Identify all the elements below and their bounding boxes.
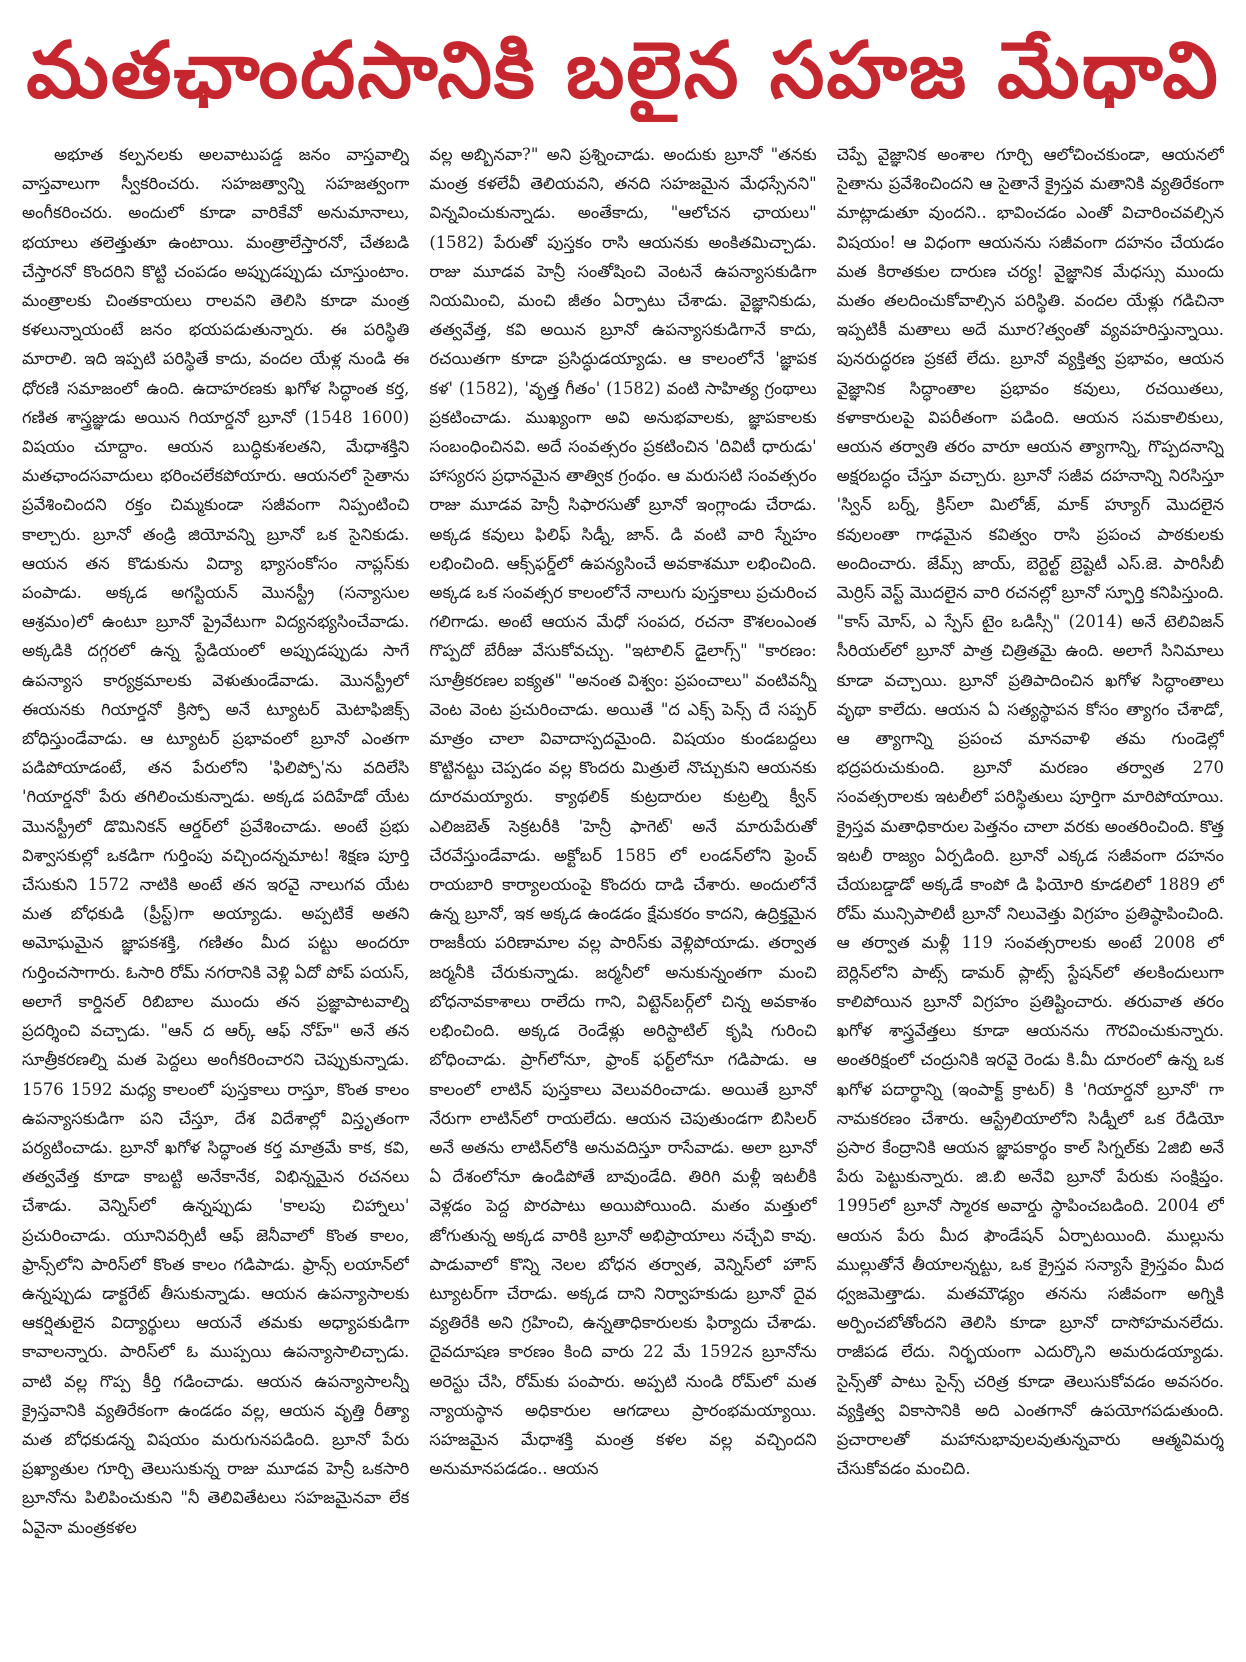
column-3-text: చెప్పే వైజ్ఞానిక అంశాల గూర్చి ఆలోచించకుండా, ఆయనలో సైతాను ప్రవేశించిందని ఆ సైతానే క్రైస్తవ మతానికి వ్యతిరేకంగా మాట్లాడుతూ వుందని.. భావించడం ఎంతో విచారించవల్సిన విషయం! ఆ విధంగా ఆయనను సజీవంగా దహనం చేయడం మత కిరాతకుల దారుణ చర్య! వైజ్ఞానిక మేధస్సు ముందు మతం తలదించుకోవాల్సిన పరిస్థితి. వందల యేళ్లు గడిచినా ఇప్పటికీ మతాలు అదే మూర?త్వంతో వ్యవహరిస్తున్నాయి. పునరుద్ధరణ ప్రకటే లేదు. బ్రూనో వ్యక్తిత్వ ప్రభావం, ఆయన వైజ్ఞానిక సిద్ధాంతాల ప్రభావం కవులు, రచయితలు, కళాకారులపై విపరీతంగా పడింది. ఆయన సమకాలికులు, ఆయన తర్వాతి తరం వారూ ఆయన త్యాగాన్ని, గొప్పదనాన్ని అక్షరబద్ధం చేస్తూ వచ్చారు. బ్రూనో సజీవ దహనాన్ని నిరసిస్తూ 'స్విన్ బర్న్, క్రిస్‌లా మిలోజ్, మాక్ హ్యూగ్ మొదలైన కవులంతా గాఢమైన కవిత్వం రాసి ప్రపంచ పాఠకులకు అందించారు. జేమ్స్ జాయ్, బెర్టెల్ట్ బ్రెష్టెటీ ఎస్.జె. పారిసీబీ మెర్రిస్ వెస్ట్ మొదలైన వారి రచనల్లో బ్రూనో స్ఫూర్తి కనిపిస్తుంది. "కాస్ మోస్, ఎ స్పేస్ టైం ఒడిస్సీ" (2014) అనే టెలివిజన్ సీరియల్‌లో బ్రూనో పాత్ర చిత్రితమై ఉంది. అలాగే సినిమాలు కూడా వచ్చాయి. బ్రూనో ప్రతిపాదించిన ఖగోళ సిద్ధాంతాలు వృథా కాలేదు. ఆయన ఏ సత్యస్థాపన కోసం త్యాగం చేశాడో, ఆ త్యాగాన్ని ప్రపంచ మానవాళి తమ గుండెల్లో భద్రపరుచుకుంది. బ్రూనో మరణం తర్వాత 270 సంవత్సరాలకు ఇటలీలో పరిస్థితులు పూర్తిగా మారిపోయాయి. క్రైస్తవ మతాధికారుల పెత్తనం చాలా వరకు అంతరించింది. కొత్త ఇటలీ రాజ్యం ఏర్పడింది. బ్రూనో ఎక్కడ సజీవంగా దహనం చేయబడ్డాడో అక్కడే కాంపో డి ఫియోరి కూడలిలో 1889 లో రోమ్ మున్సిపాలిటీ బ్రూనో నిలువెత్తు విగ్రహం ప్రతిష్ఠాపించింది. ఆ తర్వాత మళ్లీ 119 సంవత్సరాలకు అంటే 2008 లో బెర్లిన్‌లోని పాట్స్ డామర్ ప్లాట్స్ స్టేషన్‌లో తలకిందులుగా కాలిపోయిన బ్రూనో విగ్రహం ప్రతిష్టించారు. తరువాత తరం ఖగోళ శాస్త్రవేత్తలు కూడా ఆయనను గౌరవించుకున్నారు. అంతరిక్షంలో చంద్రునికి ఇరవై రెండు కి.మీ దూరంలో ఉన్న ఒక ఖగోళ పదార్థాన్ని (ఇంపాక్ట్ క్రాటర్) కి 'గియార్డనో బ్రూనో' గా నామకరణం చేశారు. ఆస్ట్రేలియాలోని సిడ్నీలో ఒక రేడియో ప్రసార కేంద్రానికి ఆయన జ్ఞాపకార్థం కాల్ సిగ్నల్‌కు 2జిబి అనే పేరు పెట్టుకున్నారు. జి.బి అనేవి బ్రూనో పేరుకు సంక్షిప్తం. 1995లో బ్రూనో స్మారక అవార్డు స్థాపించబడింది. 2004 లో ఆయన పేరు మీద ఫౌండేషన్ ఏర్పాటయింది. ముల్లును ముల్లుతోనే తీయాలన్నట్టు, ఒక క్రైస్తవ సన్యాసే క్రైస్తవం మీద ధ్వజమెత్తాడు. మతమౌఢ్యం తనను సజీవంగా అగ్నికి అర్పించబోతోందని తెలిసి కూడా బ్రూనో దాసోహమనలేదు. రాజీపడ లేదు. నిర్భయంగా ఎదుర్కొని అమరుడయ్యాడు. సైన్స్‌తో పాటు సైన్స్ చరిత్ర కూడా తెలుసుకోవడం అవసరం. వ్యక్తిత్వ వికాసానికి అది ఎంతగానో ఉపయోగపడుతుంది. ప్రచారాలతో మహానుభావులవుతున్నవారు ఆత్మవిమర్శ చేసుకోవడం మంచిది.: [836, 145, 1224, 1479]
column-1-text: అభూత కల్పనలకు అలవాటుపడ్డ జనం వాస్తవాల్ని వాస్తవాలుగా స్వీకరించరు. సహజత్వాన్ని సహజత్వంగా అంగీకరించరు. అందులో కూడా వారికేవో అనుమానాలు, భయాలు తలెత్తుతూ ఉంటాయి. మంత్రాలేస్తారనో, చేతబడి చేస్తారనో కొందరిని కొట్టి చంపడం అప్పుడప్పుడు చూస్తుంటాం. మంత్రాలకు చింతకాయలు రాలవని తెలిసి కూడా మంత్ర కళలున్నాయంటే జనం భయపడుతున్నారు. ఈ పరిస్థితి మారాలి. ఇది ఇప్పటి పరిస్థితే కాదు, వందల యేళ్ల నుండి ఈ ధోరణి సమాజంలో ఉంది. ఉదాహరణకు ఖగోళ సిద్ధాంత కర్త, గణిత శాస్త్రజ్ఞుడు అయిన గియార్డనో బ్రూనో (1548 1600) విషయం చూద్దాం. ఆయన బుద్ధికుశలతని, మేధాశక్తిని మతఛాందసవాదులు భరించలేకపోయారు. ఆయనలో సైతాను ప్రవేశించిందని రక్తం చిమ్మకుండా సజీవంగా నిప్పంటించి కాల్చారు. బ్రూనో తండ్రి జియోవన్ని బ్రూనో ఒక సైనికుడు. ఆయన తన కొడుకును విద్యా భ్యాసంకోసం నాప్లస్‌కు పంపాడు. అక్కడ అగస్టియన్ మొనస్ట్రీ (సన్యాసుల ఆశ్రమం)లో ఉంటూ బ్రూనో ప్రైవేటుగా విద్యనభ్యసించేవాడు. అక్కడికి దగ్గరలో ఉన్న స్టేడియంలో అప్పుడప్పుడు సాగే ఉపన్యాస కార్యక్రమాలకు వెళుతుండేవాడు. మొనస్ట్రీలో ఈయనకు గియార్డనో క్రిస్పో అనే ట్యూటర్ మెటాఫిజిక్స్ బోధిస్తుండేవాడు. ఆ ట్యూటర్ ప్రభావంలో బ్రూనో ఎంతగా పడిపోయాడంటే, తన పేరులోని 'ఫిలిప్పో'ను వదిలేసి 'గియార్డనో' పేరు తగిలించుకున్నాడు. అక్కడ పదిహేడో యేట మొనస్ట్రీలో డొమినికన్ ఆర్డర్‌లో ప్రవేశించాడు. అంటే ప్రభు విశ్వాసకుల్లో ఒకడిగా గుర్తింపు వచ్చిందన్నమాట! శిక్షణ పూర్తి చేసుకుని 1572 నాటికి అంటే తన ఇరవై నాలుగవ యేట మత బోధకుడి (ప్రీస్ట్)గా అయ్యాడు. అప్పటికే అతని అమోఘమైన జ్ఞాపకశక్తి, గణితం మీద పట్టు అందరూ గుర్తించసాగారు. ఓసారి రోమ్ నగరానికి వెళ్లి ఏదో పోప్ పయస్, అలాగే కార్డినల్ రిబిబాల ముందు తన ప్రజ్ఞాపాటవాల్ని ప్రదర్శించి వచ్చాడు. "ఆన్ ద ఆర్క్ ఆఫ్ నోహ్" అనే తన సూత్రీకరణల్ని మత పెద్దలు అంగీకరించారని చెప్పుకున్నాడు. 1576 1592 మధ్య కాలంలో పుస్తకాలు రాస్తూ, కొంత కాలం ఉపన్యాసకుడిగా పని చేస్తూ, దేశ విదేశాల్లో విస్తృతంగా పర్యటించాడు. బ్రూనో ఖగోళ సిద్ధాంత కర్త మాత్రమే కాక, కవి, తత్వవేత్త కూడా కాబట్టి అనేకానేక, విభిన్నమైన రచనలు చేశాడు. వెన్నిస్‌లో ఉన్నప్పుడు 'కాలపు చిహ్నాలు' ప్రచురించాడు. యూనివర్సిటీ ఆఫ్ జెనీవాలో కొంత కాలం, ఫ్రాన్స్‌లోని పారిస్‌లో కొంత కాలం గడిపాడు. ఫ్రాన్స్ లయాన్‌లో ఉన్నప్పుడు డాక్టరేట్ తీసుకున్నాడు. ఆయన ఉపన్యాసాలకు ఆకర్షితులైన విద్యార్థులు ఆయనే తమకు అధ్యాపకుడిగా కావాలన్నారు. పారిస్‌లో ఓ ముప్పయి ఉపన్యాసాలిచ్చాడు. వాటి వల్ల గొప్ప కీర్తి గడించాడు. ఆయన ఉపన్యాసాలన్నీ క్రైస్తవానికి వ్యతిరేకంగా ఉండడం వల్ల, ఆయన వృత్తి రీత్యా మత బోధకుడన్న విషయం మరుగునపడింది. బ్రూనో పేరు ప్రఖ్యాతుల గూర్చి తెలుసుకున్న రాజు మూడవ హెన్రీ ఒకసారి బ్రూనోను పిలిపించుకుని "నీ తెలివితేటలు సహజమైనవా లేక ఏవైనా మంత్రకళల: [22, 145, 410, 1537]
article-body: [22, 140, 1224, 1660]
article-column-3: [837, 140, 1224, 1660]
article-column-1: [22, 140, 409, 1660]
article-headline: మతఛాందసానికి బలైన సహజ మేధావి: [26, 26, 1220, 116]
column-2-text: వల్ల అబ్బినవా?" అని ప్రశ్నించాడు. అందుకు బ్రూనో "తనకు మంత్ర కళలేవీ తెలియవని, తనది సహజమైన మేధస్సేనని" విన్నవించుకున్నాడు. అంతేకాదు, "ఆలోచన ఛాయలు" (1582) పేరుతో పుస్తకం రాసి ఆయనకు అంకితమిచ్చాడు. రాజు మూడవ హెన్రీ సంతోషించి వెంటనే ఉపన్యాసకుడిగా నియమించి, మంచి జీతం ఏర్పాటు చేశాడు. వైజ్ఞానికుడు, తత్వవేత్త, కవి అయిన బ్రూనో ఉపన్యాసకుడిగానే కాదు, రచయితగా కూడా ప్రసిద్ధుడయ్యాడు. ఆ కాలంలోనే 'జ్ఞాపక కళ' (1582), 'వృత్త గీతం' (1582) వంటి సాహిత్య గ్రంథాలు ప్రకటించాడు. ముఖ్యంగా అవి అనుభవాలకు, జ్ఞాపకాలకు సంబంధించినవి. అదే సంవత్సరం ప్రకటించిన 'దివిటీ ధారుడు' హాస్యరస ప్రధానమైన తాత్విక గ్రంథం. ఆ మరుసటి సంవత్సరం రాజు మూడవ హెన్రీ సిఫారసుతో బ్రూనో ఇంగ్లాండు చేరాడు. అక్కడ కవులు ఫిలిఫ్ సిడ్నీ, జాన్. డి వంటి వారి స్నేహం లభించింది. ఆక్స్‌ఫర్డ్‌లో ఉపన్యసించే అవకాశమూ లభించింది. అక్కడ ఒక సంవత్సర కాలంలోనే నాలుగు పుస్తకాలు ప్రచురించ గలిగాడు. అంటే ఆయన మేధో సంపద, రచనా కౌశలంఎంత గొప్పదో బేరీజు వేసుకోవచ్చు. "ఇటాలిన్ డైలాగ్స్" "కారణం: సూత్రీకరణల ఐక్యత" "అనంత విశ్వం: ప్రపంచాలు" వంటివన్నీ వెంట వెంట ప్రచురించాడు. అయితే "ద ఎక్స్ పెన్స్ దే సప్పర్ మాత్రం చాలా వివాదాస్పదమైంది. విషయం కుండబద్దలు కొట్టినట్టు చెప్పడం వల్ల కొందరు మిత్రులే నొచ్చుకుని ఆయనకు దూరమయ్యారు. క్యాథలిక్ కుట్రదారుల కుట్రల్ని క్వీన్ ఎలిజబెత్ సెక్రటరీకి 'హెన్రీ ఫాగెట్' అనే మారుపేరుతో చేరవేస్తుండేవాడు. అక్టోబర్ 1585 లో లండన్‌లోని ఫ్రెంచ్ రాయబారి కార్యాలయంపై కొందరు దాడి చేశారు. అందులోనే ఉన్న బ్రూనో, ఇక అక్కడ ఉండడం క్షేమకరం కాదని, ఉద్రిక్తమైన రాజకీయ పరిణామాల వల్ల పారిస్‌కు వెళ్లిపోయాడు. తర్వాత జర్మనీకి చేరుకున్నాడు. జర్మనీలో అనుకున్నంతగా మంచి బోధనావకాశాలు రాలేదు గాని, విట్టెన్‌బర్గ్‌లో చిన్న అవకాశం లభించింది. అక్కడ రెండేళ్లు అరిస్టాటిల్ కృషి గురించి బోధించాడు. ప్రాగ్‌లోనూ, ఫ్రాంక్ ఫర్ట్‌లోనూ గడిపాడు. ఆ కాలంలో లాటిన్ పుస్తకాలు వెలువరించాడు. అయితే బ్రూనో నేరుగా లాటిన్‌లో రాయలేదు. ఆయన చెపుతుండగా బిసిలర్ అనే అతను లాటిన్‌లోకి అనువదిస్తూ రాసేవాడు. అలా బ్రూనో ఏ దేశంలోనూ ఉండిపోతే బావుండేది. తిరిగి మళ్లీ ఇటలీకి వెళ్లడం పెద్ద పొరపాటు అయిపోయింది. మతం మత్తులో జోగుతున్న అక్కడ వారికి బ్రూనో అభిప్రాయాలు నచ్చేవి కావు. పాడువాలో కొన్ని నెలల బోధన తర్వాత, వెన్నిస్‌లో హౌస్ ట్యూటర్‌గా చేరాడు. అక్కడ దాని నిర్వాహకుడు బ్రూనో దైవ వ్యతిరేకి అని గ్రహించి, ఉన్నతాధికారులకు ఫిర్యాదు చేశాడు. దైవదూషణ కారణం కింది వారు 22 మే 1592న బ్రూనోను అరెస్టు చేసి, రోమ్‌కు పంపారు. అప్పటి నుండి రోమ్‌లో మత న్యాయస్థాన అధికారుల ఆగడాలు ప్రారంభమయ్యాయి. సహజమైన మేధాశక్తి మంత్ర కళల వల్ల వచ్చిందని అనుమానపడడం.. ఆయన: [429, 145, 817, 1479]
article-column-2: [429, 140, 816, 1660]
